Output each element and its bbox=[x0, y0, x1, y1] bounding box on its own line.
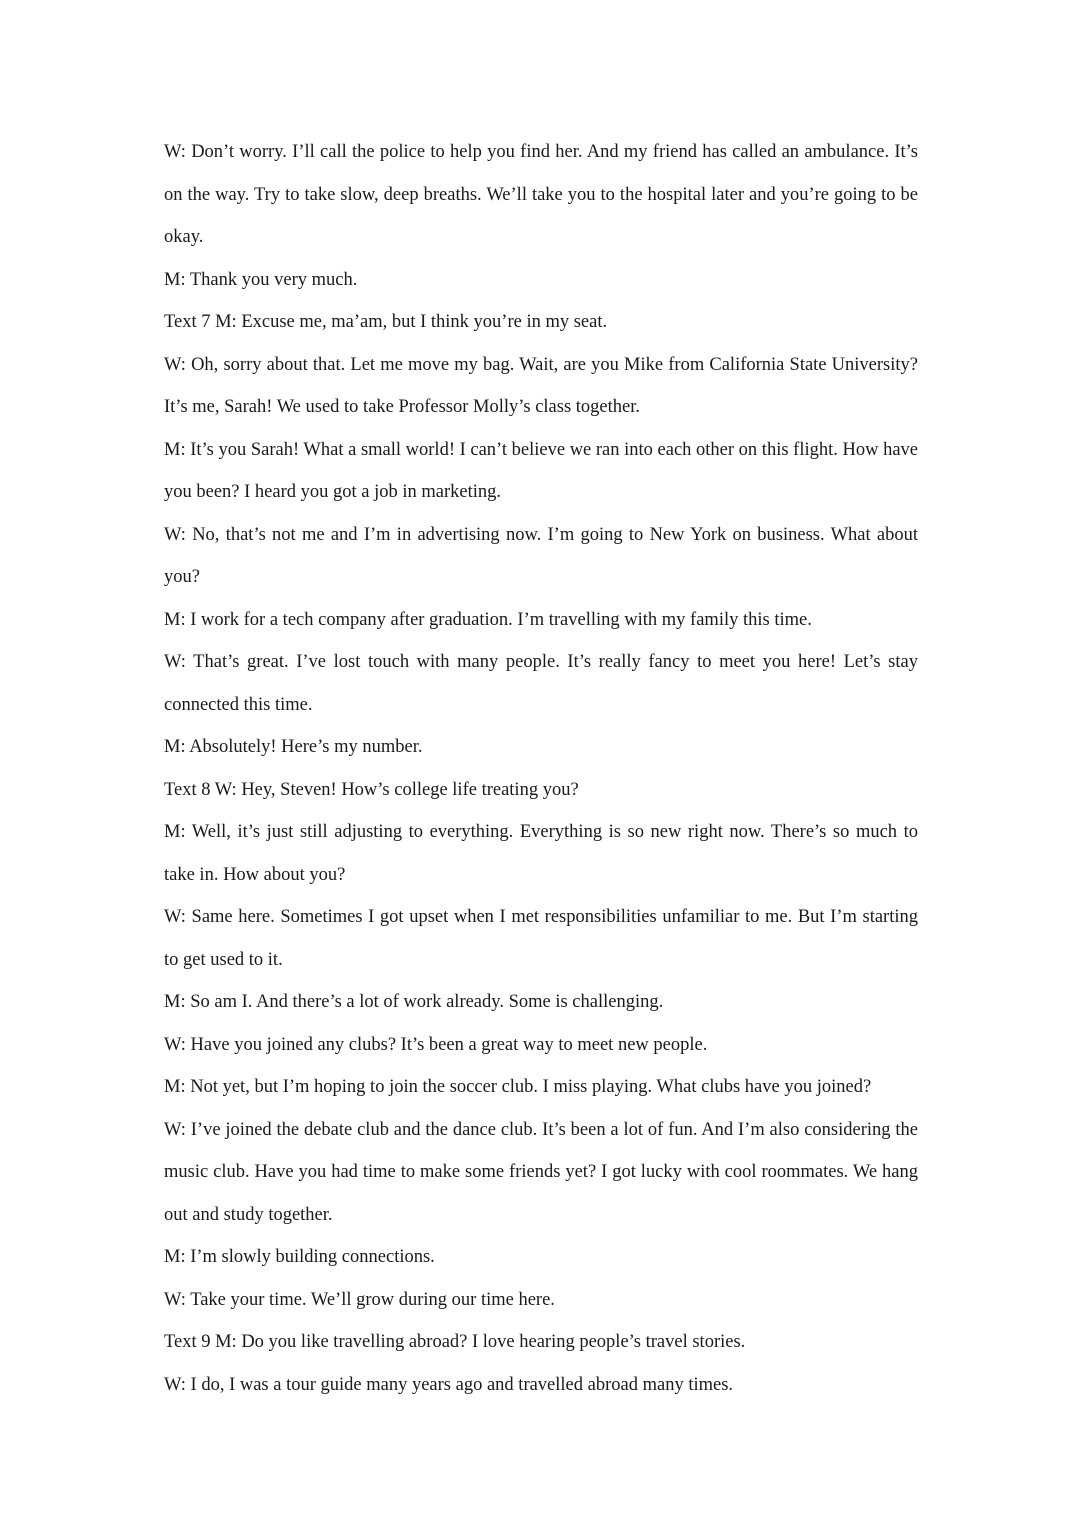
paragraph: W: Same here. Sometimes I got upset when I met responsibilities unfamiliar to me. But I’m starting to get used to it. bbox=[164, 907, 918, 970]
paragraph: W: Take your time. We’ll grow during our time here. bbox=[164, 1289, 555, 1310]
paragraph: W: I do, I was a tour guide many years ago and travelled abroad many times. bbox=[164, 1374, 734, 1395]
paragraph: M: Thank you very much. bbox=[164, 269, 358, 290]
paragraph: M: Well, it’s just still adjusting to everything. Everything is so new right now. There’s so much to take in. How about you? bbox=[164, 822, 918, 885]
paragraph: W: Have you joined any clubs? It’s been a great way to meet new people. bbox=[164, 1034, 708, 1055]
paragraph: Text 7 M: Excuse me, ma’am, but I think you’re in my seat. bbox=[164, 312, 608, 332]
paragraph: W: Oh, sorry about that. Let me move my bag. Wait, are you Mike from California State University? It’s me, Sarah! We used to take Professor Molly’s class together. bbox=[164, 354, 918, 417]
paragraph: W: I’ve joined the debate club and the dance club. It’s been a lot of fun. And I’m also considering the music club. Have you had time to make some friends yet? I got lucky with cool roommates. We hang out and study together. bbox=[164, 1119, 918, 1225]
paragraph: W: Don’t worry. I’ll call the police to help you find her. And my friend has called an ambulance. It’s on the way. Try to take slow, deep breaths. We’ll take you to the hospital later and you’re going to be okay. bbox=[164, 142, 918, 247]
transcript-body bbox=[164, 131, 918, 1406]
paragraph: M: I’m slowly building connections. bbox=[164, 1247, 435, 1267]
paragraph: Text 9 M: Do you like travelling abroad? I love hearing people’s travel stories. bbox=[164, 1332, 746, 1352]
paragraph: M: It’s you Sarah! What a small world! I can’t believe we ran into each other on this flight. How have you been? I heard you got a job in marketing. bbox=[164, 439, 919, 502]
paragraph: M: I work for a tech company after graduation. I’m travelling with my family this time. bbox=[164, 609, 812, 630]
paragraph: W: No, that’s not me and I’m in advertising now. I’m going to New York on business. What about you? bbox=[164, 524, 918, 587]
paragraph: M: Not yet, but I’m hoping to join the soccer club. I miss playing. What clubs have you joined? bbox=[164, 1077, 872, 1097]
paragraph: Text 8 W: Hey, Steven! How’s college life treating you? bbox=[164, 779, 579, 800]
paragraph: M: So am I. And there’s a lot of work already. Some is challenging. bbox=[164, 992, 664, 1012]
paragraph: M: Absolutely! Here’s my number. bbox=[164, 737, 423, 757]
paragraph: W: That’s great. I’ve lost touch with many people. It’s really fancy to meet you here! Let’s stay connected this time. bbox=[164, 652, 918, 715]
